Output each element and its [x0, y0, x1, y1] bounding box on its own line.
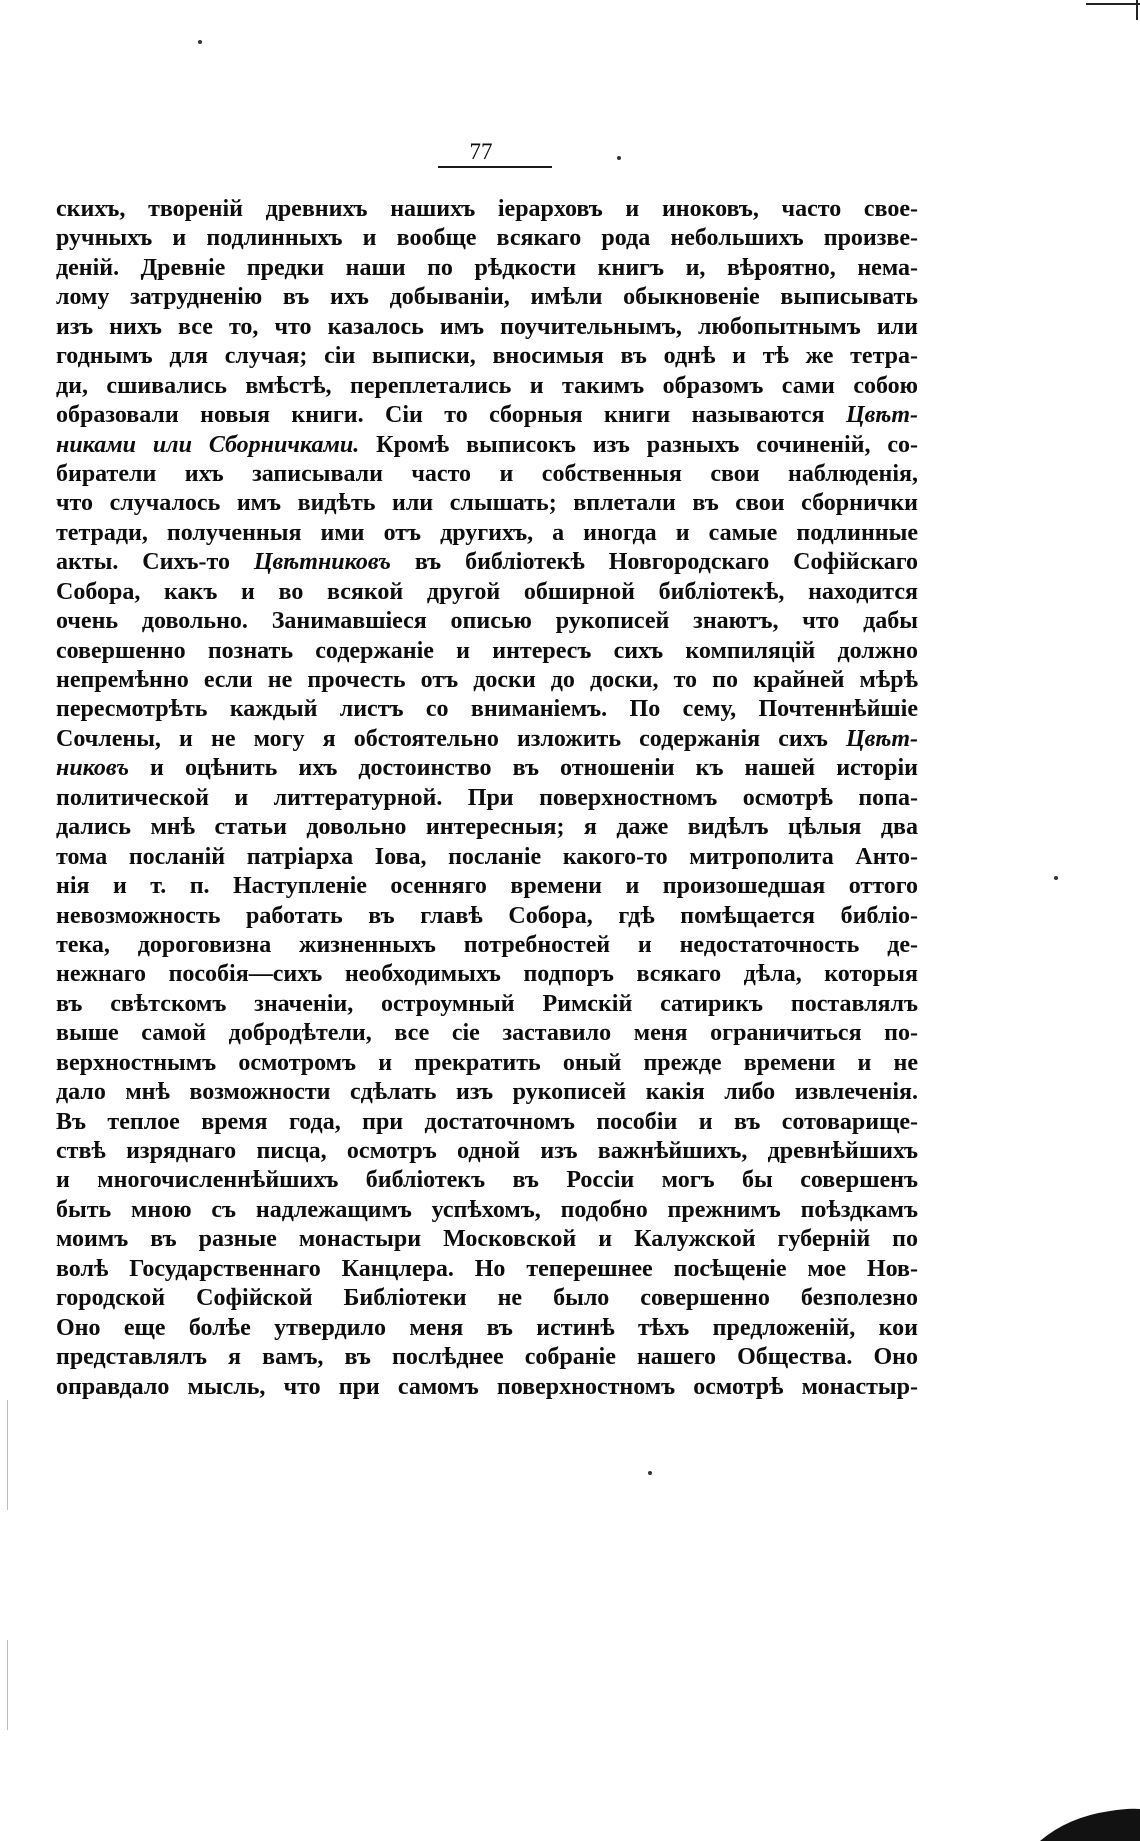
scan-speck: [617, 156, 621, 160]
text-line: нія и т. п. Наступленіе осенняго времени и произошедшая оттого: [56, 873, 918, 900]
text-line: выше самой добродѣтели, все сіе заставило меня ограничиться по-: [56, 1020, 918, 1047]
text-line: деній. Древніе предки наши по рѣдкости книгъ и, вѣроятно, нема-: [56, 254, 918, 281]
italic-run: Цвѣт-: [845, 725, 918, 752]
text-line: [56, 725, 918, 754]
text-line: [56, 754, 918, 783]
text-line: Оно еще болѣе утвердило меня въ истинѣ тѣхъ предложеній, кои: [56, 1314, 918, 1341]
text-line: ручныхъ и подлинныхъ и вообще всякаго рода небольшихъ произве-: [56, 225, 918, 252]
text-run: акты. Сихъ-то: [56, 549, 254, 576]
text-line: волѣ Государственнаго Канцлера. Но теперешнее посѣщеніе мое Нов-: [56, 1255, 918, 1282]
italic-run: Цвѣтниковъ: [253, 549, 391, 576]
text-line: [56, 401, 918, 430]
text-line: очень довольно. Занимавшіеся описью рукописей знаютъ, что дабы: [56, 608, 918, 635]
page-number: 77: [469, 139, 493, 164]
text-line: совершенно познать содержаніе и интересъ сихъ компиляцій должно: [56, 637, 918, 664]
text-run: въ библіотекѣ Новгородскаго Софійскаго: [390, 549, 918, 576]
scan-corner-mark: [1086, 3, 1140, 5]
text-line: верхностнымъ осмотромъ и прекратить оный прежде времени и не: [56, 1049, 918, 1076]
text-line: дало мнѣ возможности сдѣлать изъ рукописей какія либо извлеченія.: [56, 1079, 918, 1106]
body-text: [56, 195, 918, 1402]
text-line: моимъ въ разные монастыри Московской и Калужской губерній по: [56, 1226, 918, 1253]
text-line: невозможность работать въ главѣ Собора, гдѣ помѣщается библіо-: [56, 902, 918, 929]
scan-speck: [648, 1471, 652, 1475]
italic-run: Цвѣт-: [845, 402, 918, 429]
italic-run: никами или Сборничками.: [56, 431, 360, 458]
text-line: и многочисленнѣйшихъ библіотекъ въ Россіи могъ бы совершенъ: [56, 1167, 918, 1194]
text-line: [56, 548, 918, 577]
text-line: дались мнѣ статьи довольно интересныя; я даже видѣлъ цѣлыя два: [56, 814, 918, 841]
text-line: изъ нихъ все то, что казалось имъ поучительнымъ, любопытнымъ или: [56, 313, 918, 340]
text-line: тома посланій патріарха Іова, посланіе какого-то митрополита Анто-: [56, 843, 918, 870]
text-line: представлялъ я вамъ, въ послѣднее собраніе нашего Общества. Оно: [56, 1344, 918, 1371]
text-line: что случалось имъ видѣть или слышать; вплетали въ свои сборнички: [56, 490, 918, 517]
text-line: тека, дороговизна жизненныхъ потребностей и недостаточность де-: [56, 931, 918, 958]
text-line: Въ теплое время года, при достаточномъ пособіи и въ сотоварище-: [56, 1108, 918, 1135]
page-corner-shadow: [1040, 1795, 1140, 1841]
scan-edge-mark: [7, 1400, 8, 1510]
text-run: Кромѣ выписокъ изъ разныхъ сочиненій, со-: [359, 431, 919, 458]
scan-speck: [1054, 876, 1058, 880]
scan-edge-mark: [7, 1640, 8, 1730]
text-line: лому затрудненію въ ихъ добываніи, имѣли обыкновеніе выписывать: [56, 284, 918, 311]
text-line: въ свѣтскомъ значеніи, остроумный Римскій сатирикъ поставлялъ: [56, 990, 918, 1017]
text-line: скихъ, твореній древнихъ нашихъ іерарховъ и иноковъ, часто свое-: [56, 196, 918, 222]
text-run: Сочлены, и не могу я обстоятельно изложить содержанія сихъ: [56, 725, 846, 752]
text-line: нежнаго пособія—сихъ необходимыхъ подпоръ всякаго дѣла, которыя: [56, 961, 918, 988]
page-number-rule: [438, 166, 552, 168]
text-run: и оцѣнить ихъ достоинство въ отношеніи къ нашей исторіи: [128, 755, 918, 782]
text-line: Собора, какъ и во всякой другой обширной библіотекѣ, находится: [56, 578, 918, 605]
text-run: образовали новыя книги. Сіи то сборныя книги называются: [56, 402, 846, 429]
text-line: пересмотрѣть каждый листъ со вниманіемъ. По сему, Почтеннѣйшіе: [56, 696, 918, 723]
text-line: биратели ихъ записывали часто и собственныя свои наблюденія,: [56, 460, 918, 487]
text-line: годнымъ для случая; сіи выписки, вносимыя въ однѣ и тѣ же тетра-: [56, 343, 918, 370]
scan-corner-mark: [1136, 0, 1138, 20]
text-line: ди, сшивались вмѣстѣ, переплетались и такимъ образомъ сами собою: [56, 372, 918, 399]
text-line: оправдало мысль, что при самомъ поверхностномъ осмотрѣ монастыр-: [56, 1373, 918, 1400]
text-line: [56, 431, 918, 460]
text-line: непремѣнно если не прочесть отъ доски до доски, то по крайней мѣрѣ: [56, 667, 918, 693]
italic-run: никовъ: [56, 755, 129, 782]
text-line: ствѣ изряднаго писца, осмотръ одной изъ важнѣйшихъ, древнѣйшихъ: [56, 1138, 918, 1164]
text-line: тетради, полученныя ими отъ другихъ, а иногда и самые подлинные: [56, 519, 918, 546]
text-line: быть мною съ надлежащимъ успѣхомъ, подобно прежнимъ поѣздкамъ: [56, 1196, 918, 1223]
text-line: городской Софійской Библіотеки не было совершенно безполезно: [56, 1285, 918, 1312]
scan-speck: [198, 40, 202, 44]
text-line: политической и литтературной. При поверхностномъ осмотрѣ попа-: [56, 784, 918, 811]
